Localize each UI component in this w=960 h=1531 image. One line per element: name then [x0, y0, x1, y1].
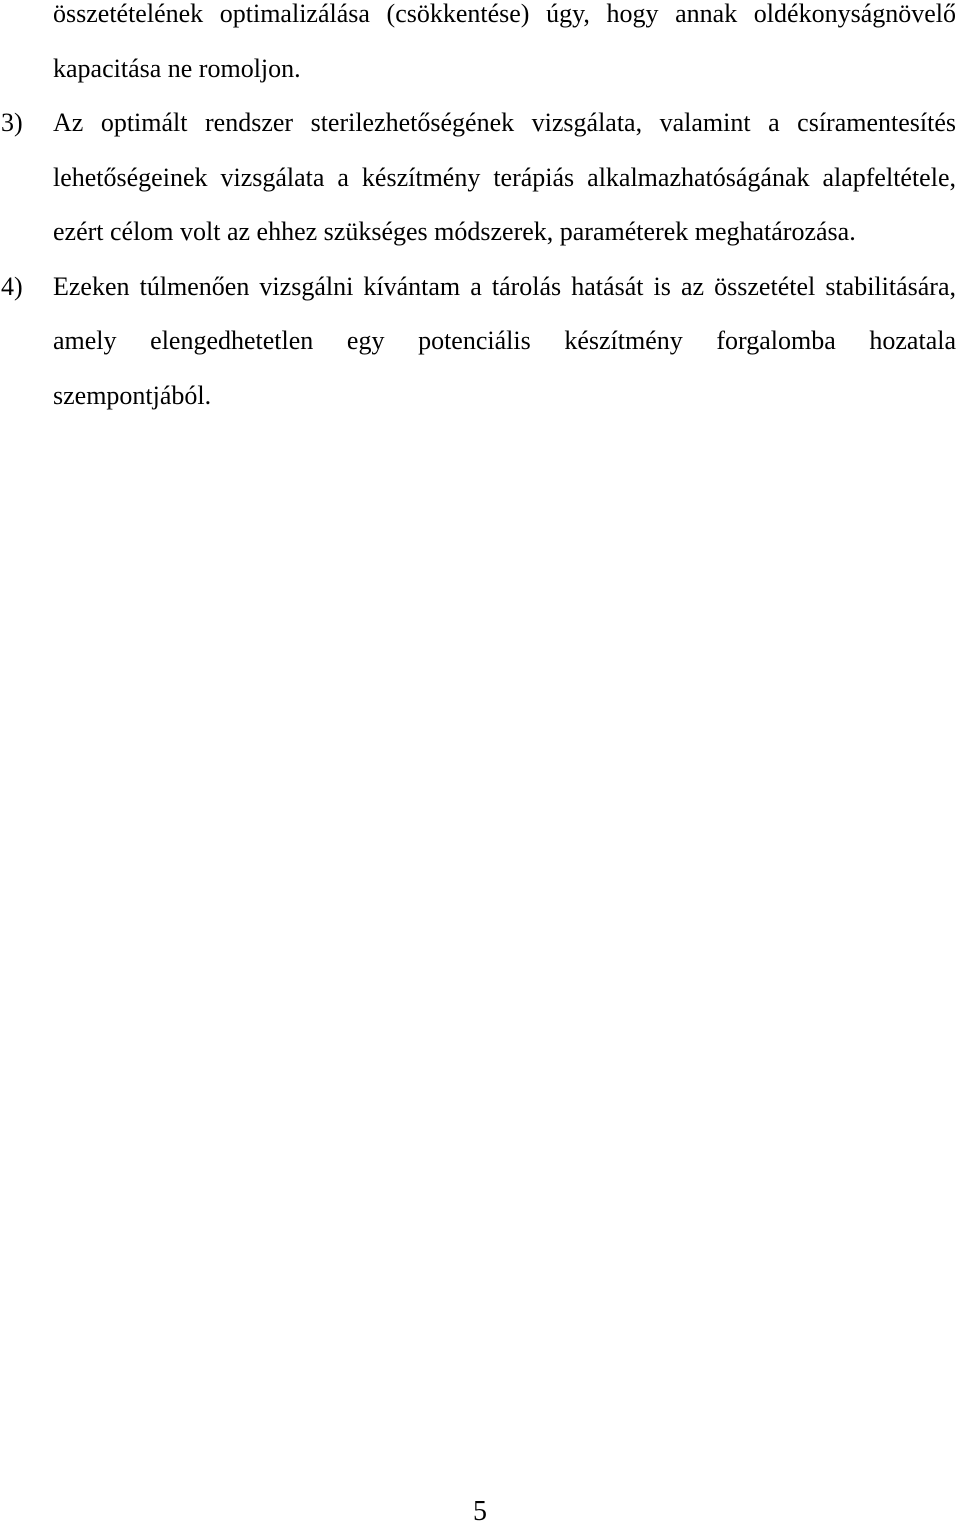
- list-item-text: Ezeken túlmenően vizsgálni kívántam a tárolás hatását is az összetétel stabilitására, amely elengedhetetlen egy potenciális készítmény forgalomba hozatala szempontjából.: [53, 271, 956, 410]
- list-item-number: 3): [1, 108, 23, 137]
- list-item-3: [0, 96, 956, 260]
- page-number: 5: [473, 1496, 487, 1527]
- list-item-continued: [0, 0, 956, 96]
- document-page: [0, 0, 960, 423]
- list-item-text: összetételének optimalizálása (csökkentése) úgy, hogy annak oldékonyságnövelő kapacitása ne romoljon.: [53, 0, 956, 83]
- list-item-4: [0, 260, 956, 424]
- list-item-text: Az optimált rendszer sterilezhetőségének vizsgálata, valamint a csíramentesítés lehetőségeinek vizsgálata a készítmény terápiás alkalmazhatóságának alapfeltétele, ezért célom volt az ehhez szükséges módszerek, paraméterek meghatározása.: [53, 108, 956, 246]
- list-item-number: 4): [1, 271, 23, 301]
